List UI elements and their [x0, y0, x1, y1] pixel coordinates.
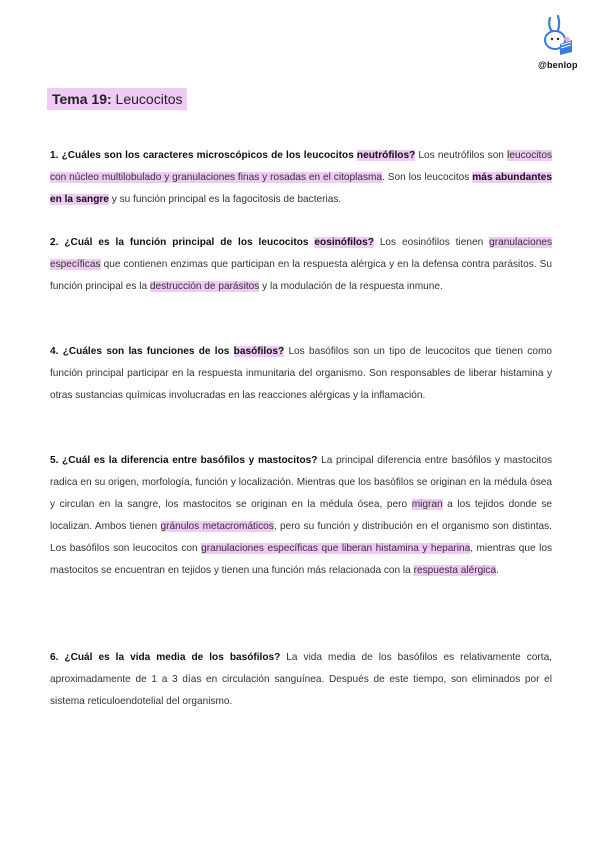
- question-text: 5. ¿Cuál es la diferencia entre basófilos y mastocitos?: [50, 455, 318, 466]
- question-text: 4. ¿Cuáles son las funciones de los: [50, 346, 234, 357]
- question-1: [50, 145, 552, 211]
- question-highlight: eosinófilos?: [314, 237, 374, 248]
- answer-text: .: [496, 565, 499, 576]
- answer-text: Los eosinófilos tienen: [373, 237, 490, 248]
- answer-text: La vida media de los basófilos es relativamente corta, aproximadamente de 1 a 3 días en circulación sanguínea. Después de este tiempo, son eliminados por el sistema reticuloendotelial del organismo.: [50, 652, 552, 707]
- question-highlight: basófilos?: [233, 346, 285, 357]
- answer-highlight: granulaciones específicas: [50, 237, 552, 270]
- answer-text: Los neutrófilos son: [415, 150, 508, 161]
- page-title: [47, 88, 187, 110]
- answer-highlight: leucocitos con núcleo multilobulado y granulaciones finas y rosadas en el citoplasma: [50, 150, 552, 183]
- answer-highlight: gránulos metacromáticos: [160, 521, 274, 532]
- answer-highlight: respuesta alérgica: [413, 565, 497, 576]
- answer-text: , mientras que los mastocitos se encuentran en tejidos y tienen una función más relacionada con la: [50, 543, 552, 576]
- title-prefix: Tema 19:: [52, 91, 112, 107]
- answer-text: La principal diferencia entre basófilos y mastocitos radica en su origen, morfología, función y localización. Mientras que los basófilos se originan en la médula ósea y circulan en la sangre, los mastocitos se originan en la médula ósea, pero: [50, 455, 552, 510]
- bunny-reading-icon: [538, 14, 578, 58]
- answer-highlight: granulaciones específicas que liberan histamina y heparina: [201, 543, 471, 554]
- question-highlight: neutrófilos?: [356, 150, 416, 161]
- answer-highlight: destrucción de parásitos: [149, 281, 260, 292]
- question-text: 6. ¿Cuál es la vida media de los basófilos?: [50, 652, 281, 663]
- answer-highlight: más abundantes en la sangre: [50, 172, 553, 205]
- title-rest: Leucocitos: [111, 91, 183, 107]
- question-6: [50, 647, 552, 713]
- answer-text: y la modulación de la respuesta inmune.: [259, 281, 443, 292]
- question-5: [50, 450, 552, 582]
- logo-text: @benlop: [538, 60, 578, 70]
- answer-text: que contienen enzimas que participan en la respuesta alérgica y en la defensa contra parásitos. Su función principal es la: [50, 259, 552, 292]
- question-2: [50, 232, 552, 298]
- answer-highlight: migran: [411, 499, 443, 510]
- answer-text: , pero su función y distribución en el organismo son distintas. Los basófilos son leucocitos con: [50, 521, 552, 554]
- logo: [528, 14, 588, 76]
- question-4: [50, 341, 552, 407]
- question-text: 1. ¿Cuáles son los caracteres microscópicos de los leucocitos: [50, 150, 357, 161]
- question-text: 2. ¿Cuál es la función principal de los leucocitos: [50, 237, 315, 248]
- answer-text: a los tejidos donde se localizan. Ambos tienen: [50, 499, 552, 532]
- answer-text: . Son los leucocitos: [382, 172, 473, 183]
- answer-text: Los basófilos son un tipo de leucocitos que tienen como función principal participar en la respuesta inmunitaria del organismo. Son responsables de liberar histamina y otras sustancias químicas involucradas en las reacciones alérgicas y la inflamación.: [50, 346, 552, 401]
- answer-text: y su función principal es la fagocitosis de bacterias.: [108, 194, 342, 205]
